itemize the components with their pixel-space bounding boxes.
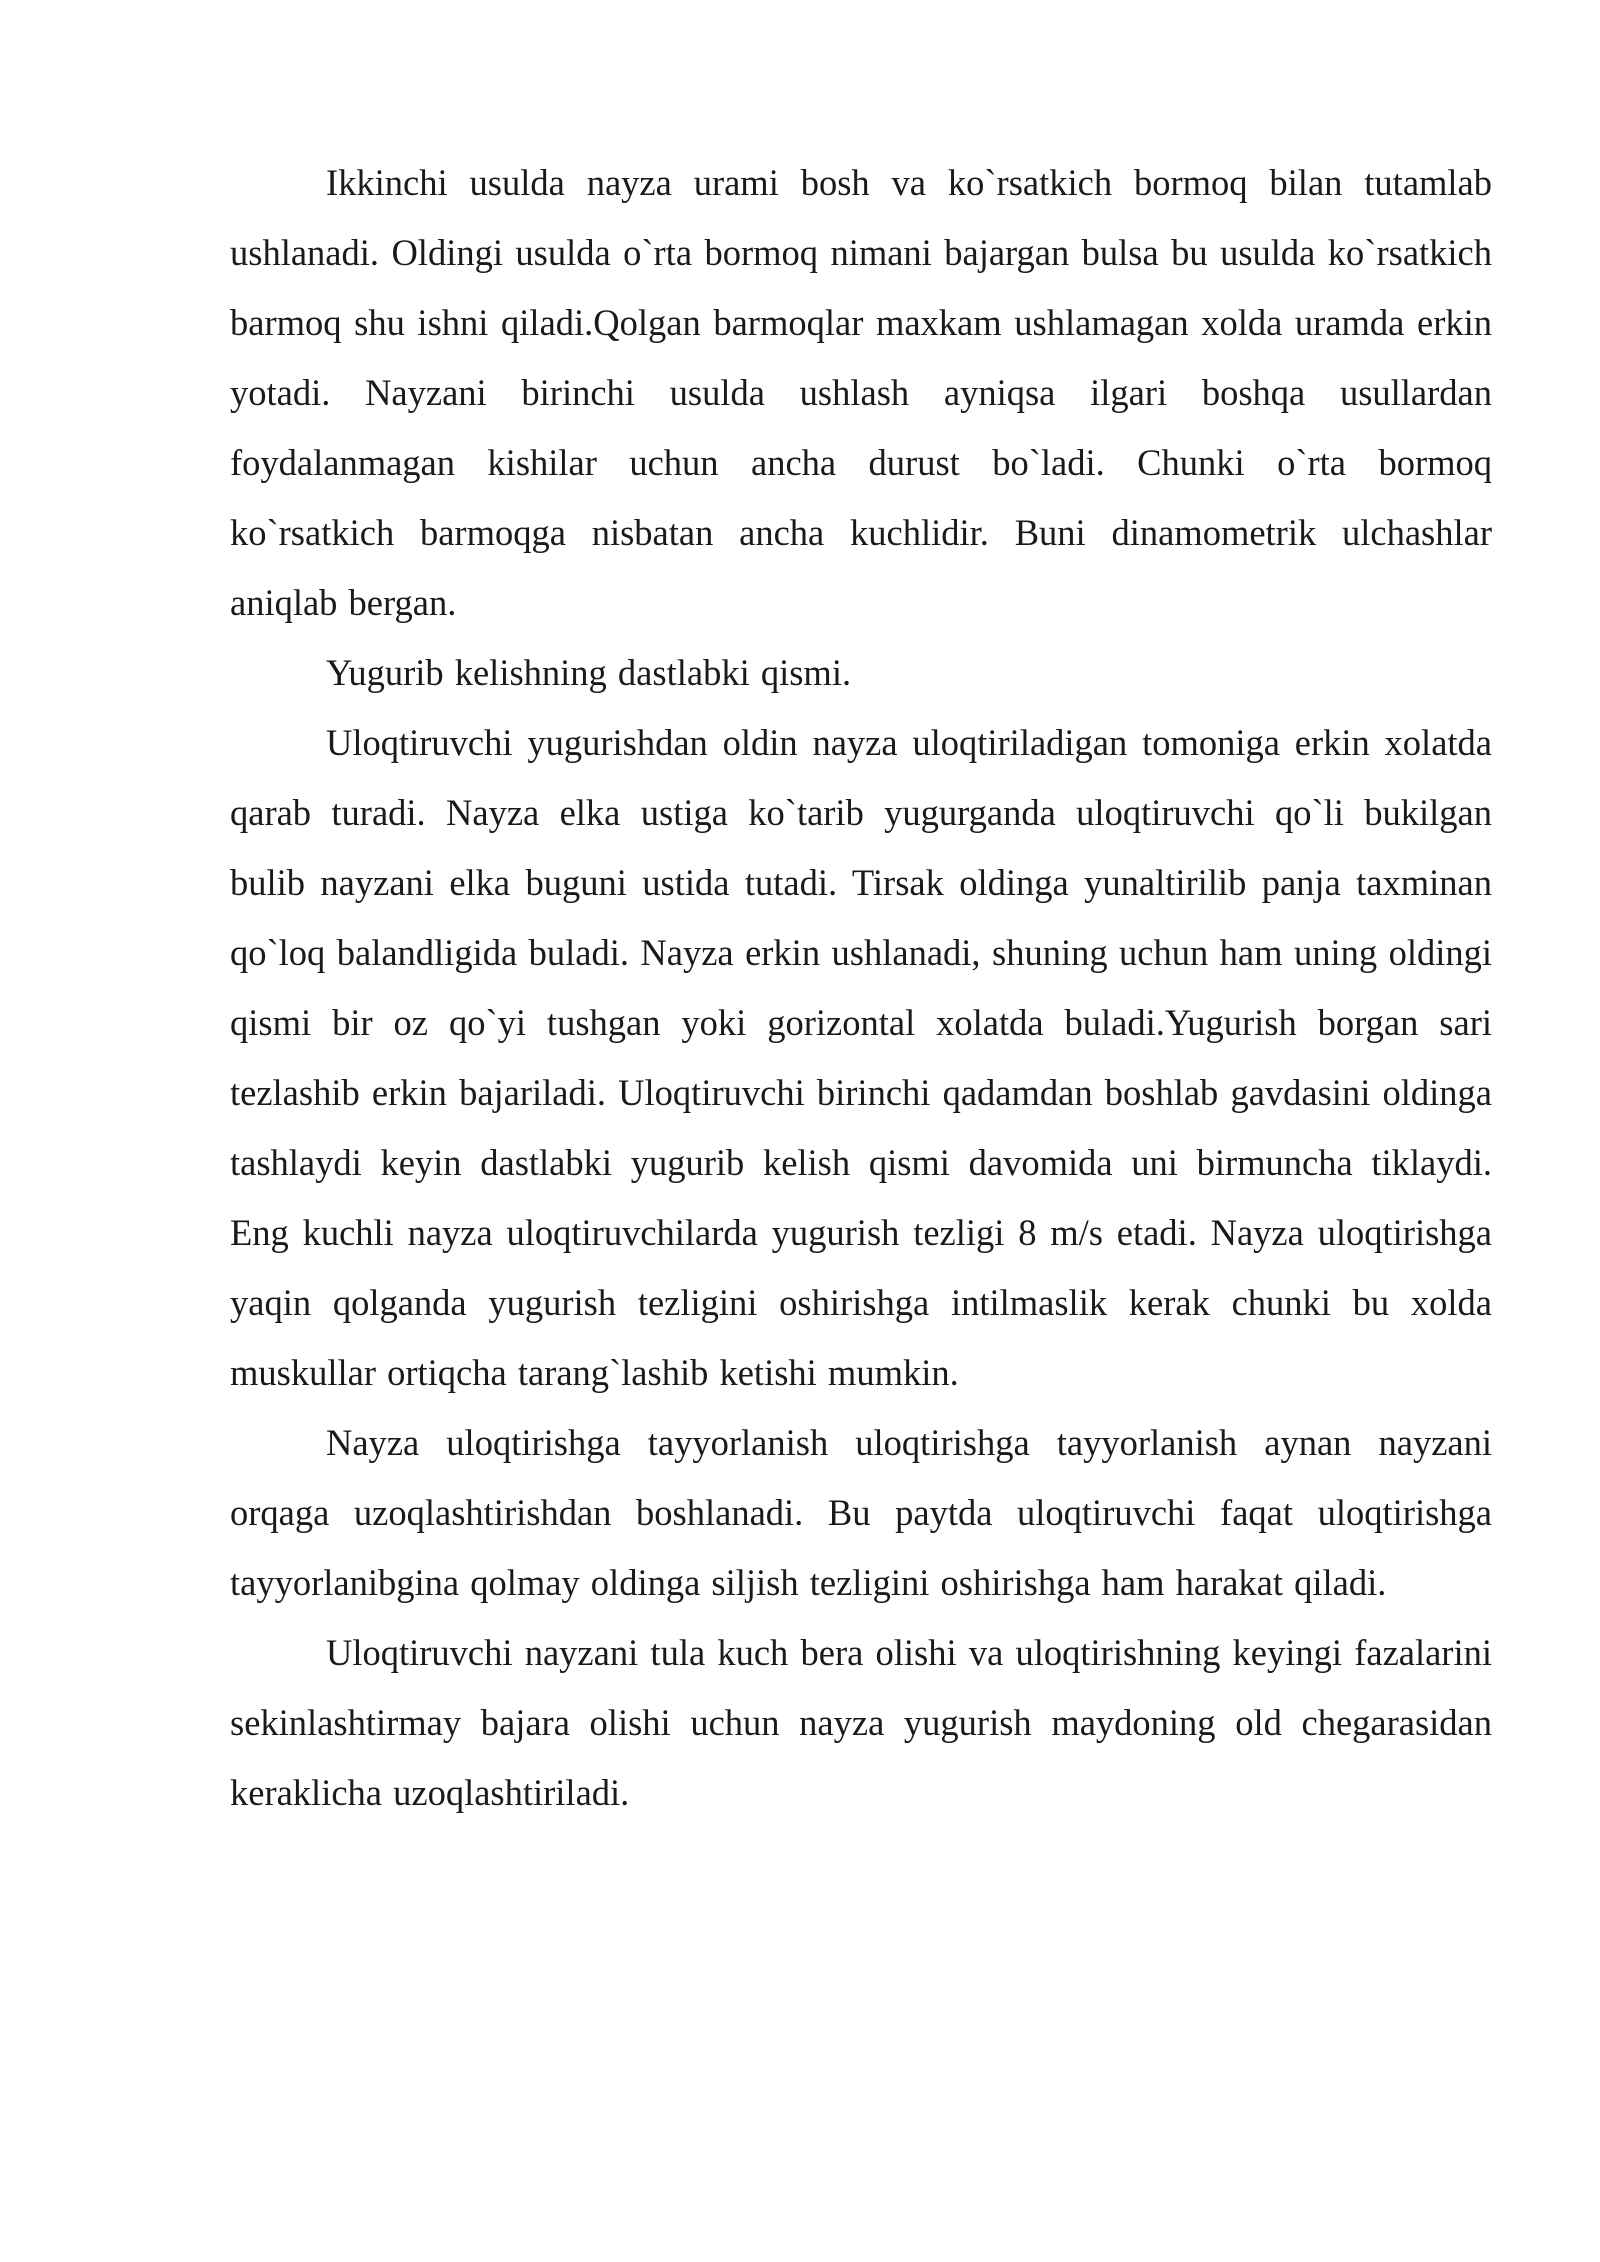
paragraph-javelin-withdrawal: Uloqtiruvchi nayzani tula kuch bera olishi va uloqtirishning keyingi fazalarini sekinlashtirmay bajara olishi uchun nayza yugurish maydoning old chegarasidan keraklicha uzoqlashtiriladi.	[230, 1632, 1492, 1813]
document-text-body	[230, 148, 1492, 1828]
paragraph-heading-run-up: Yugurib kelishning dastlabki qismi.	[326, 652, 852, 693]
paragraph-run-up-description: Uloqtiruvchi yugurishdan oldin nayza uloqtiriladigan tomoniga erkin xolatda qarab turadi. Nayza elka ustiga ko`tarib yugurganda uloqtiruvchi qo`li bukilgan bulib nayzani elka buguni ustida tutadi. Tirsak oldinga yunaltirilib panja taxminan qo`loq balandligida buladi. Nayza erkin ushlanadi, shuning uchun ham uning oldingi qismi bir oz qo`yi tushgan yoki gorizontal xolatda buladi.Yugurish borgan sari tezlashib erkin bajariladi. Uloqtiruvchi birinchi qadamdan boshlab gavdasini oldinga tashlaydi keyin dastlabki yugurib kelish qismi davomida uni birmuncha tiklaydi. Eng kuchli nayza uloqtiruvchilarda yugurish tezligi 8 m/s etadi. Nayza uloqtirishga yaqin qolganda yugurish tezligini oshirishga intilmaslik kerak chunki bu xolda muskullar ortiqcha tarang`lashib ketishi mumkin.	[230, 722, 1492, 1393]
paragraph-grip-method: Ikkinchi usulda nayza urami bosh va ko`rsatkich bormoq bilan tutamlab ushlanadi. Oldingi usulda o`rta bormoq nimani bajargan bulsa bu usulda ko`rsatkich barmoq shu ishni qiladi.Qolgan barmoqlar maxkam ushlamagan xolda uramda erkin yotadi. Nayzani birinchi usulda ushlash ayniqsa ilgari boshqa usullardan foydalanmagan kishilar uchun ancha durust bo`ladi. Chunki o`rta bormoq ko`rsatkich barmoqga nisbatan ancha kuchlidir. Buni dinamometrik ulchashlar aniqlab bergan.	[230, 162, 1492, 623]
paragraph-throw-preparation: Nayza uloqtirishga tayyorlanish uloqtirishga tayyorlanish aynan nayzani orqaga uzoqlashtirishdan boshlanadi. Bu paytda uloqtiruvchi faqat uloqtirishga tayyorlanibgina qolmay oldinga siljish tezligini oshirishga ham harakat qiladi.	[230, 1422, 1492, 1603]
